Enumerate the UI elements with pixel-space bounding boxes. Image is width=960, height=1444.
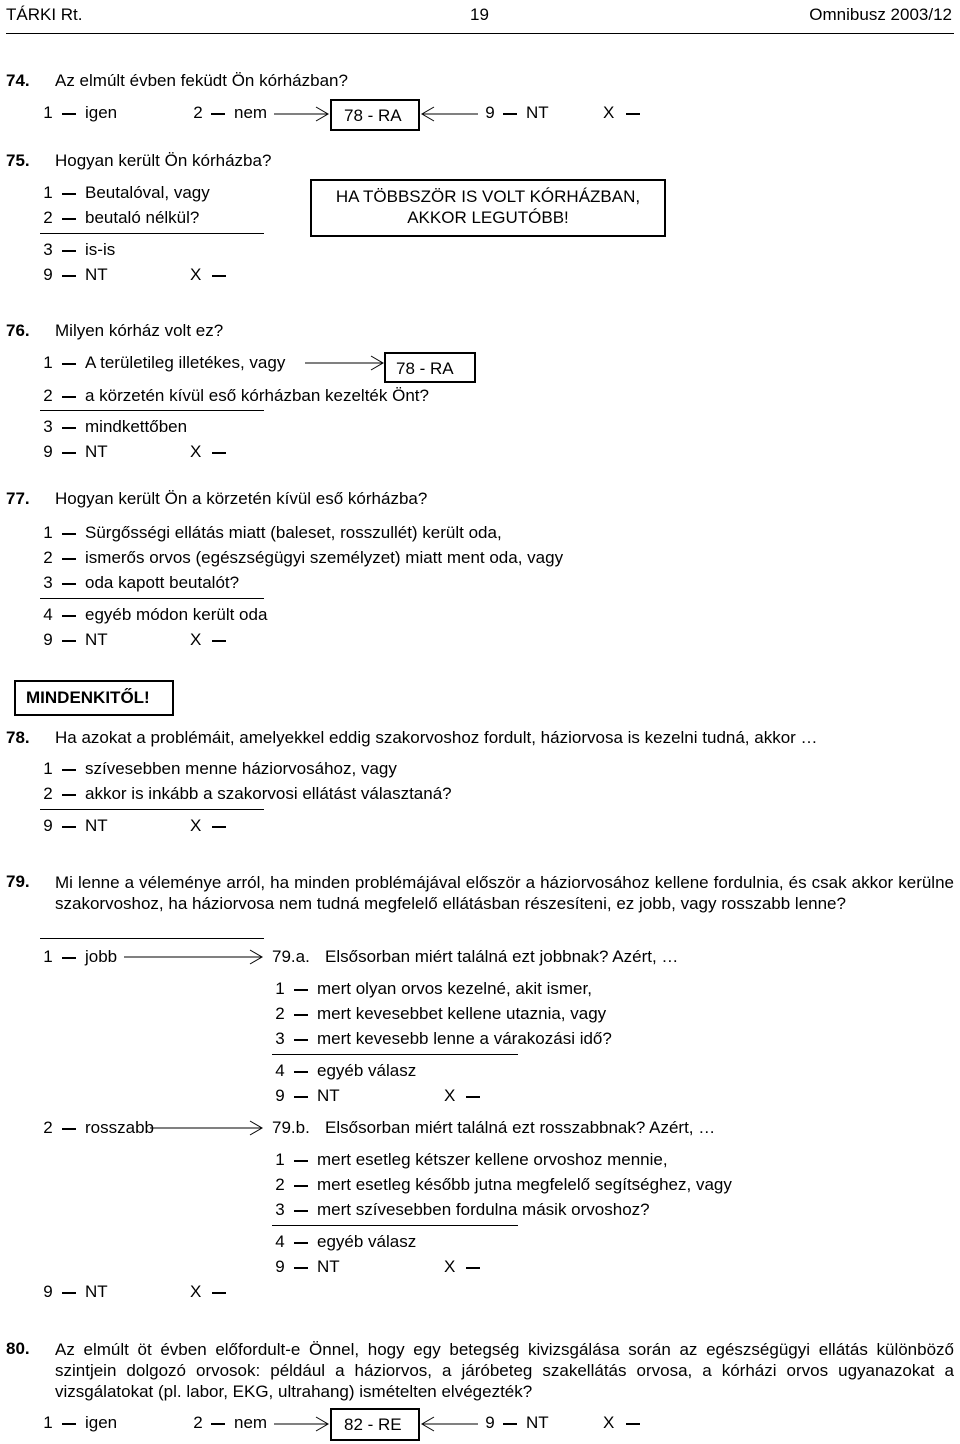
dash xyxy=(294,1185,308,1187)
q76-opt2-label[interactable]: a körzetén kívül eső kórházban kezelték Önt? xyxy=(85,386,429,405)
q78-opt1-label[interactable]: szívesebben menne háziorvosához, vagy xyxy=(85,759,397,778)
q77-x-label: X xyxy=(190,630,202,649)
dash xyxy=(212,640,226,642)
q77-number: 77. xyxy=(6,489,30,508)
header-left: TÁRKI Rt. xyxy=(6,5,83,24)
dash xyxy=(212,1292,226,1294)
q76-goto-label: 78 - RA xyxy=(396,359,454,378)
q80-goto-label: 82 - RE xyxy=(344,1415,402,1434)
q74-opt1-code: 1 xyxy=(43,103,53,122)
q80-opt1-label[interactable]: igen xyxy=(85,1413,118,1432)
q79-text: Mi lenne a véleménye arról, ha minden problémájával először a háziorvosához kellene fordulnia, és csak akkor kerülne szakorvoshoz, ha háziorvosa nem tudná megfelelő ellátásban részesíteni, ez jobb, vagy rosszabb lenne? xyxy=(55,873,954,913)
q75-nt-code: 9 xyxy=(43,265,53,284)
q78-opt2-code: 2 xyxy=(43,784,53,803)
q76-text: Milyen kórház volt ez? xyxy=(55,321,224,340)
header-page-number: 19 xyxy=(470,5,489,24)
dash xyxy=(294,1039,308,1041)
dash xyxy=(62,275,76,277)
dash xyxy=(503,1423,517,1425)
q75-text: Hogyan került Ön kórházba? xyxy=(55,151,272,170)
q76-nt-label[interactable]: NT xyxy=(85,442,108,461)
option-separator xyxy=(40,233,264,234)
header-rule xyxy=(6,33,954,34)
q79a-opt3-label[interactable]: mert kevesebb lenne a várakozási idő? xyxy=(317,1029,612,1048)
dash xyxy=(62,1128,76,1130)
dash xyxy=(212,275,226,277)
dash xyxy=(62,1423,76,1425)
q76-opt2-code: 2 xyxy=(43,386,53,405)
q79a-opt1-code: 1 xyxy=(275,979,285,998)
q75-note-line1: HA TÖBBSZÖR IS VOLT KÓRHÁZBAN, xyxy=(335,187,641,206)
q75-opt3-code: 3 xyxy=(43,240,53,259)
q79-nt-code: 9 xyxy=(43,1282,53,1301)
q77-opt3-label[interactable]: oda kapott beutalót? xyxy=(85,573,240,592)
q77-opt4-label[interactable]: egyéb módon került oda xyxy=(85,605,268,624)
left-arrow-icon xyxy=(420,104,480,124)
q79-opt2-label[interactable]: rosszabb xyxy=(85,1118,154,1137)
dash xyxy=(294,1267,308,1269)
q79-opt1-code: 1 xyxy=(43,947,53,966)
header-right: Omnibusz 2003/12 xyxy=(809,5,952,24)
q78-x-label: X xyxy=(190,816,202,835)
q79a-opt4-code: 4 xyxy=(275,1061,285,1080)
q79b-nt-code: 9 xyxy=(275,1257,285,1276)
option-separator xyxy=(40,410,264,411)
q77-nt-label[interactable]: NT xyxy=(85,630,108,649)
dash xyxy=(62,396,76,398)
dash xyxy=(212,826,226,828)
q74-x-label: X xyxy=(603,103,615,122)
q79b-opt1-label[interactable]: mert esetleg kétszer kellene orvoshoz mennie, xyxy=(317,1150,668,1169)
dash xyxy=(62,193,76,195)
dash xyxy=(62,250,76,252)
q79b-opt4-label[interactable]: egyéb válasz xyxy=(317,1232,417,1251)
dash xyxy=(503,113,517,115)
q79b-opt3-label[interactable]: mert szívesebben fordulna másik orvoshoz? xyxy=(317,1200,650,1219)
q74-text: Az elmúlt évben feküdt Ön kórházban? xyxy=(55,71,348,90)
q79b-opt3-code: 3 xyxy=(275,1200,285,1219)
q77-opt2-code: 2 xyxy=(43,548,53,567)
option-separator xyxy=(272,1225,518,1226)
q76-opt1-code: 1 xyxy=(43,353,53,372)
q79-opt2-code: 2 xyxy=(43,1118,53,1137)
dash xyxy=(62,427,76,429)
dash xyxy=(62,558,76,560)
q77-nt-code: 9 xyxy=(43,630,53,649)
q79-x-label: X xyxy=(190,1282,202,1301)
dash xyxy=(62,452,76,454)
q79a-opt2-label[interactable]: mert kevesebbet kellene utaznia, vagy xyxy=(317,1004,607,1023)
q75-opt3-label[interactable]: is-is xyxy=(85,240,116,259)
dash xyxy=(626,113,640,115)
left-arrow-icon xyxy=(420,1414,480,1434)
q78-nt-label[interactable]: NT xyxy=(85,816,108,835)
q75-opt2-label[interactable]: beutaló nélkül? xyxy=(85,208,200,227)
dash xyxy=(294,1071,308,1073)
q80-nt-label[interactable]: NT xyxy=(526,1413,549,1432)
dash xyxy=(62,533,76,535)
dash xyxy=(211,113,225,115)
option-separator xyxy=(40,598,264,599)
dash xyxy=(294,1242,308,1244)
q77-opt1-code: 1 xyxy=(43,523,53,542)
q79a-nt-code: 9 xyxy=(275,1086,285,1105)
q80-number: 80. xyxy=(6,1339,30,1358)
q74-opt1-label[interactable]: igen xyxy=(85,103,118,122)
right-arrow-icon xyxy=(305,353,385,373)
q76-opt3-label[interactable]: mindkettőben xyxy=(85,417,188,436)
q75-opt2-code: 2 xyxy=(43,208,53,227)
q79a-opt3-code: 3 xyxy=(275,1029,285,1048)
q79b-x-label: X xyxy=(444,1257,456,1276)
mindenkitol-label: MINDENKITŐL! xyxy=(26,688,150,707)
q79a-opt1-label[interactable]: mert olyan orvos kezelné, akit ismer, xyxy=(317,979,592,998)
q75-x-label: X xyxy=(190,265,202,284)
dash xyxy=(466,1096,480,1098)
q79b-nt-label[interactable]: NT xyxy=(317,1257,340,1276)
dash xyxy=(62,794,76,796)
q77-opt3-code: 3 xyxy=(43,573,53,592)
dash xyxy=(62,363,76,365)
q79b-opt2-code: 2 xyxy=(275,1175,285,1194)
dash xyxy=(294,1096,308,1098)
q79a-x-label: X xyxy=(444,1086,456,1105)
dash xyxy=(62,826,76,828)
dash xyxy=(211,1423,225,1425)
right-arrow-icon xyxy=(274,104,330,124)
q76-number: 76. xyxy=(6,321,30,340)
dash xyxy=(62,615,76,617)
q74-opt2-code: 2 xyxy=(193,103,203,122)
q78-opt2-label[interactable]: akkor is inkább a szakorvosi ellátást választaná? xyxy=(85,784,452,803)
q76-nt-code: 9 xyxy=(43,442,53,461)
dash xyxy=(62,218,76,220)
dash xyxy=(294,989,308,991)
q79-number: 79. xyxy=(6,872,30,891)
q75-number: 75. xyxy=(6,151,30,170)
dash xyxy=(62,113,76,115)
q75-opt1-label[interactable]: Beutalóval, vagy xyxy=(85,183,210,202)
q79a-number: 79.a. xyxy=(272,947,310,966)
q74-nt-label[interactable]: NT xyxy=(526,103,549,122)
dash xyxy=(62,1292,76,1294)
option-separator xyxy=(40,809,264,810)
q79a-text: Elsősorban miért találná ezt jobbnak? Azért, … xyxy=(325,947,679,966)
q78-nt-code: 9 xyxy=(43,816,53,835)
q75-opt1-code: 1 xyxy=(43,183,53,202)
option-separator xyxy=(40,938,264,939)
right-arrow-icon xyxy=(124,947,264,967)
q76-x-label: X xyxy=(190,442,202,461)
q74-opt2-label[interactable]: nem xyxy=(234,103,268,122)
dash xyxy=(62,640,76,642)
q79a-opt4-label[interactable]: egyéb válasz xyxy=(317,1061,417,1080)
q74-goto-label: 78 - RA xyxy=(344,106,402,125)
q77-opt4-code: 4 xyxy=(43,605,53,624)
q79b-opt2-label[interactable]: mert esetleg később jutna megfelelő segítséghez, vagy xyxy=(317,1175,732,1194)
q77-text: Hogyan került Ön a körzetén kívül eső kórházba? xyxy=(55,489,428,508)
dash xyxy=(212,452,226,454)
q79b-opt4-code: 4 xyxy=(275,1232,285,1251)
q78-opt1-code: 1 xyxy=(43,759,53,778)
q78-text: Ha azokat a problémáit, amelyekkel eddig szakorvoshoz fordult, háziorvosa is kezelni tudná, akkor … xyxy=(55,728,818,747)
q77-opt1-label[interactable]: Sürgősségi ellátás miatt (baleset, rosszullét) került oda, xyxy=(85,523,502,542)
dash xyxy=(626,1423,640,1425)
q77-opt2-label[interactable]: ismerős orvos (egészségügyi személyzet) miatt ment oda, vagy xyxy=(85,548,564,567)
q80-x-label: X xyxy=(603,1413,615,1432)
dash xyxy=(62,583,76,585)
q76-opt1-label[interactable]: A területileg illetékes, vagy xyxy=(85,353,286,372)
q80-opt1-code: 1 xyxy=(43,1413,53,1432)
q75-note-line2: AKKOR LEGUTÓBB! xyxy=(407,208,569,227)
q80-nt-code: 9 xyxy=(485,1413,495,1432)
dash xyxy=(62,769,76,771)
q79b-number: 79.b. xyxy=(272,1118,310,1137)
dash xyxy=(62,957,76,959)
q79-opt1-label[interactable]: jobb xyxy=(85,947,118,966)
dash xyxy=(466,1267,480,1269)
q80-text: Az elmúlt öt évben előfordult-e Önnel, hogy egy betegség kivizsgálása során az egészségügyi ellátás különböző szintjein dolgozó orvosok: például a háziorvos, a járóbeteg szakellátás orvosa, a kórházi orvos ugyanazokat a vizsgálatokat (pl. labor, EKG, ultrahang) ismételten elvégezték? xyxy=(55,1340,954,1401)
q80-opt2-code: 2 xyxy=(193,1413,203,1432)
option-separator xyxy=(272,1054,518,1055)
q79b-text: Elsősorban miért találná ezt rosszabbnak? Azért, … xyxy=(325,1118,716,1137)
q75-nt-label[interactable]: NT xyxy=(85,265,108,284)
q78-number: 78. xyxy=(6,728,30,747)
q79a-opt2-code: 2 xyxy=(275,1004,285,1023)
q74-nt-code: 9 xyxy=(485,103,495,122)
q74-number: 74. xyxy=(6,71,30,90)
q76-opt3-code: 3 xyxy=(43,417,53,436)
q80-opt2-label[interactable]: nem xyxy=(234,1413,268,1432)
right-arrow-icon xyxy=(274,1414,330,1434)
dash xyxy=(294,1210,308,1212)
dash xyxy=(294,1014,308,1016)
q79-nt-label[interactable]: NT xyxy=(85,1282,108,1301)
right-arrow-icon xyxy=(150,1118,264,1138)
q79b-opt1-code: 1 xyxy=(275,1150,285,1169)
dash xyxy=(294,1160,308,1162)
q79a-nt-label[interactable]: NT xyxy=(317,1086,340,1105)
